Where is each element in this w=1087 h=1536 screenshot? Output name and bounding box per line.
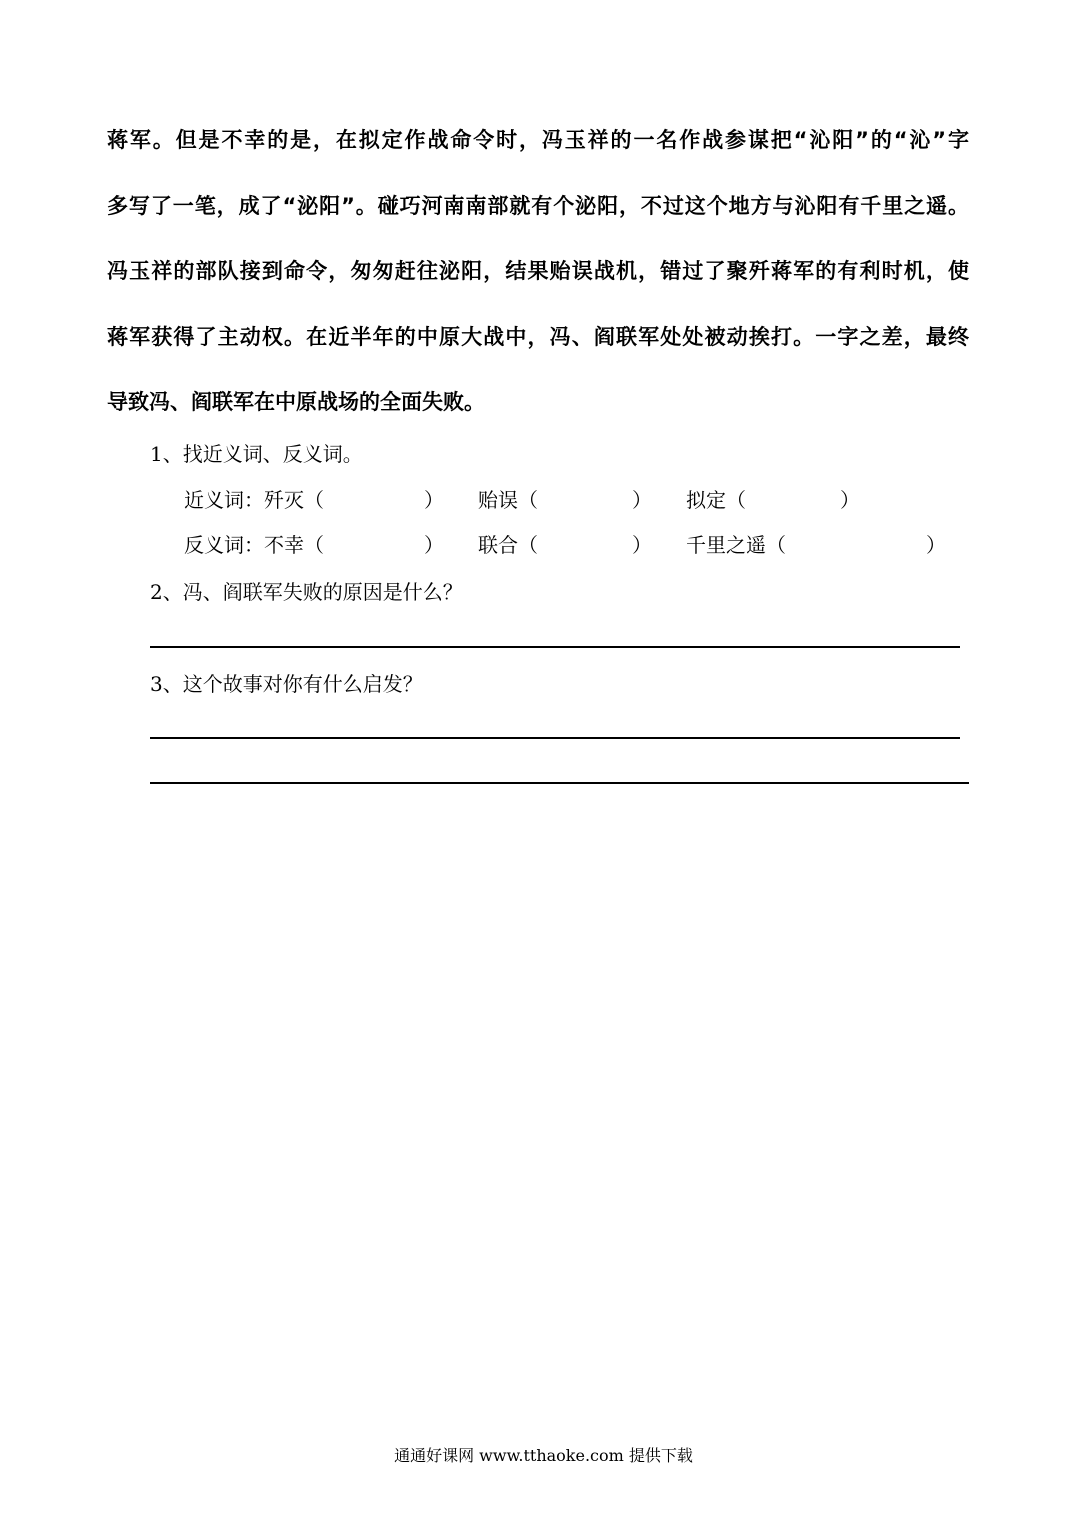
synonym-close-2: ）	[632, 488, 652, 512]
antonym-item-1: 不幸（	[264, 533, 324, 557]
antonym-close-3: ）	[926, 533, 946, 557]
answer-line-q3-2	[150, 782, 969, 784]
passage-line-2: 多写了一笔，成了“泌阳”。碰巧河南南部就有个泌阳，不过这个地方与沁阳有千里之遥。	[107, 194, 969, 218]
antonym-close-1: ）	[424, 533, 444, 557]
passage-line-1: 蒋军。但是不幸的是，在拟定作战命令时，冯玉祥的一名作战参谋把“沁阳”的“沁”字	[107, 128, 969, 152]
synonym-item-3: 拟定（	[686, 488, 746, 512]
question-1-title: 1、找近义词、反义词。	[150, 442, 363, 466]
passage-line-5: 导致冯、阎联军在中原战场的全面失败。	[107, 390, 485, 414]
synonym-item-1: 歼灭（	[264, 488, 324, 512]
answer-line-q3-1	[150, 737, 960, 739]
passage-line-3: 冯玉祥的部队接到命令，匆匆赶往泌阳，结果贻误战机，错过了聚歼蒋军的有利时机，使	[107, 259, 969, 283]
question-2-title: 2、冯、阎联军失败的原因是什么？	[150, 580, 463, 604]
answer-line-q2	[150, 646, 960, 648]
synonym-close-1: ）	[424, 488, 444, 512]
antonym-close-2: ）	[632, 533, 652, 557]
antonym-item-2: 联合（	[478, 533, 538, 557]
footer-credit: 通通好课网 www.tthaoke.com 提供下载	[394, 1446, 693, 1465]
antonym-item-3: 千里之遥（	[686, 533, 786, 557]
question-3-title: 3、这个故事对你有什么启发？	[150, 672, 423, 696]
synonym-item-2: 贻误（	[478, 488, 538, 512]
passage-line-4: 蒋军获得了主动权。在近半年的中原大战中，冯、阎联军处处被动挨打。一字之差，最终	[107, 325, 969, 349]
synonym-close-3: ）	[840, 488, 860, 512]
antonyms-label: 反义词：	[184, 533, 264, 557]
synonyms-label: 近义词：	[184, 488, 264, 512]
